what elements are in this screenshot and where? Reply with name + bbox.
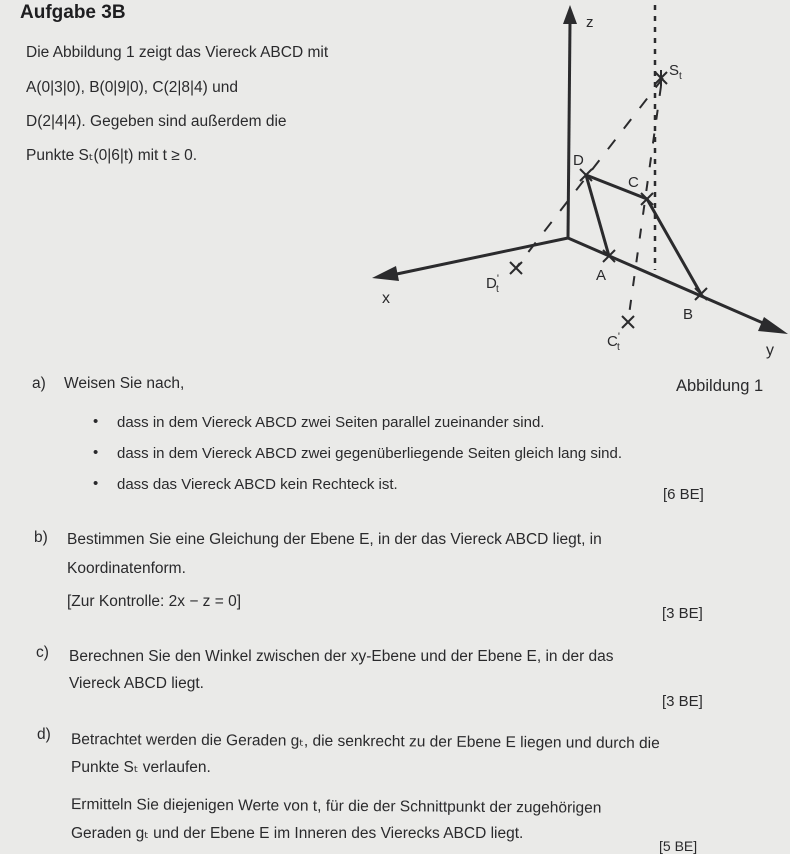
bullet-dot: • <box>93 444 99 461</box>
point-label-b: B <box>683 306 694 323</box>
point-label-d-t: $D'_t$ <box>486 273 499 295</box>
figure-abbildung-1 <box>0 0 790 380</box>
figure-caption: Abbildung 1 <box>676 377 764 395</box>
task-b-points: [3 BE] <box>662 605 703 622</box>
task-d-line-1: Betrachtet werden die Geraden gₜ, die senkrecht zu der Ebene E liegen und durch die <box>70 731 660 753</box>
task-b-label: b) <box>34 529 48 546</box>
point-markers <box>510 70 707 328</box>
task-b-check: [Zur Kontrolle: 2x − z = 0] <box>67 593 242 610</box>
z-axis <box>568 22 570 238</box>
y-axis-arrow <box>758 317 788 334</box>
z-axis-arrow <box>563 5 577 24</box>
task-d-line-4: Geraden gₜ und der Ebene E im Inneren des Vierecks ABCD liegt. <box>71 825 524 842</box>
task-a-bullet-3: dass das Viereck ABCD kein Rechteck ist. <box>117 476 398 493</box>
point-label-a: A <box>596 267 607 284</box>
task-c-line-2: Viereck ABCD liegt. <box>69 675 204 692</box>
task-title: Aufgabe 3B <box>20 2 126 23</box>
task-b-line-2: Koordinatenform. <box>67 560 186 577</box>
bullet-dot: • <box>93 413 99 430</box>
intro-line-1: Die Abbildung 1 zeigt das Viereck ABCD mit <box>26 44 329 61</box>
intro-line-2: A(0|3|0), B(0|9|0), C(2|8|4) und <box>26 79 238 96</box>
task-d-line-2: Punkte Sₜ verlaufen. <box>71 759 211 776</box>
task-c-points: [3 BE] <box>662 693 703 710</box>
task-c-label: c) <box>36 644 49 661</box>
task-a-intro: Weisen Sie nach, <box>64 375 185 392</box>
task-c-line-1: Berechnen Sie den Winkel zwischen der xy-Ebene und der Ebene E, in der das <box>69 648 614 665</box>
task-a-bullet-1: dass in dem Viereck ABCD zwei Seiten parallel zueinander sind. <box>117 414 545 431</box>
point-label-d: D <box>573 152 584 169</box>
task-a-bullet-2: dass in dem Viereck ABCD zwei gegenüberliegende Seiten gleich lang sind. <box>117 445 623 462</box>
task-d-line-3: Ermitteln Sie diejenigen Werte von t, für die der Schnittpunkt der zugehörigen <box>70 796 602 817</box>
axis-label-z: z <box>586 14 594 31</box>
intro-line-4: Punkte Sₜ(0|6|t) mit t ≥ 0. <box>26 147 198 164</box>
task-d-label: d) <box>37 726 51 743</box>
task-b-line-1: Bestimmen Sie eine Gleichung der Ebene E, in der das Viereck ABCD liegt, in <box>67 531 602 548</box>
projection-line-d <box>516 78 663 268</box>
axis-label-x: x <box>382 290 390 307</box>
x-axis-arrow <box>372 266 399 281</box>
axis-label-y: y <box>766 342 774 359</box>
point-label-s: $S_t$ <box>669 62 682 82</box>
x-axis <box>392 238 568 275</box>
task-a-points: [6 BE] <box>663 486 704 503</box>
task-d-points: [5 BE] <box>659 838 698 854</box>
point-label-c-t: $C'_t$ <box>607 331 620 353</box>
task-a-label: a) <box>32 375 46 392</box>
intro-line-3: D(2|4|4). Gegeben sind außerdem die <box>26 113 287 130</box>
point-label-c: C <box>628 174 639 191</box>
bullet-dot: • <box>93 475 99 492</box>
